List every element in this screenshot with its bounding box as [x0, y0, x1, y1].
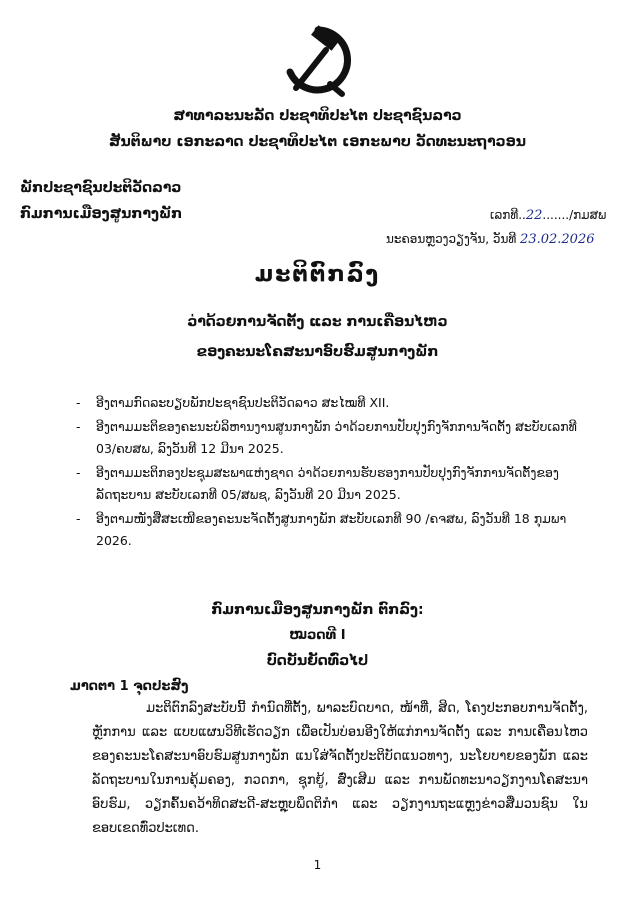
document-title: ມະຕິຕົກລົງ [254, 262, 381, 287]
decision-heading: ກົມການເມືອງສູນກາງພັກ ຕົກລົງ: [211, 602, 424, 618]
place-and-date [386, 232, 594, 247]
issuer-party: ພັກປະຊາຊົນປະຕິວັດລາວ [20, 180, 182, 196]
document-number-suffix: /ກມສພ [569, 208, 607, 222]
legal-basis-list [76, 392, 596, 554]
page-number: 1 [313, 858, 322, 872]
legal-basis-item: - ອີງຕາມມະຕິຂອງຄະນະບໍລິຫານງານສູນກາງພັກ ວ່າດ້ວຍການປັບປຸງກົງຈັກການຈັດຕັ້ງ ສະບັບເລກທີ 03/ຄບສພ, ລົງວັນທີ 12 ມີນາ 2025. [76, 419, 577, 456]
place-prefix: ນະຄອນຫຼວງວຽງຈັນ, ວັນທີ [386, 232, 517, 246]
legal-basis-item: - ອີງຕາມກົດລະບຽບພັກປະຊາຊົນປະຕິວັດລາວ ສະໄໝທີ XII. [76, 395, 390, 410]
issue-date: 23.02.2026 [520, 232, 595, 247]
article-heading: ມາດຕາ 1 ຈຸດປະສົງ [70, 679, 189, 694]
legal-basis-item: - ອີງຕາມມະຕິກອງປະຊຸມສະພາແຫ່ງຊາດ ວ່າດ້ວຍການຮັບຮອງການປັບປຸງກົງຈັກການຈັດຕັ້ງຂອງລັດຖະບານ ສະບັບເລກທີ 05/ສພຊ, ລົງວັນທີ 20 ມີນາ 2025. [76, 465, 559, 502]
document-subtitle-line1: ວ່າດ້ວຍການຈັດຕັ້ງ ແລະ ການເຄື່ອນໄຫວ [187, 314, 448, 330]
hammer-and-sickle-icon [270, 20, 360, 100]
state-name: ສາທາລະນະລັດ ປະຊາທິປະໄຕ ປະຊາຊົນລາວ [173, 108, 462, 124]
document-subtitle-line2: ຂອງຄະນະໂຄສະນາອົບຮົມສູນກາງພັກ [196, 344, 439, 360]
document-number-prefix: ເລກທີ [490, 208, 519, 222]
article-body: ມະຕິຕົກລົງສະບັບນີ້ ກໍານົດທີ່ຕັ້ງ, ພາລະບົດບາດ, ໜ້າທີ່, ສິດ, ໂຄງປະກອບການຈັດຕັ້ງ, ຫຼັກການ ແລະ ແບບແຜນວິທີເຮັດວຽກ ເພື່ອເປັນບ່ອນອີງໃຫ້ແກ່ການຈັດຕັ້ງ ແລະ ການເຄື່ອນໄຫວຂອງຄະນະໂຄສະນາອົບຮົມສູນກາງພັກ ແນໃສ່ຈັດຕັ້ງປະຕິບັດແນວທາງ, ນະໂຍບາຍຂອງພັກ ແລະ ລັດຖະບານໃນການຄຸ້ມຄອງ, ກວດກາ, ຊຸກຍູ້, ສົ່ງເສີມ ແລະ ການພັດທະນາວຽກງານໂຄສະນາອົບຮົມ, ວຽກຄົ້ນຄວ້າທິດສະດີ-ສະຫຼຸບພຶດຕິກໍາ ແລະ ວຽກງານຖະແຫຼງຂ່າວສື່ມວນຊົນ ໃນຂອບເຂດທົ່ວປະເທດ. [92, 701, 588, 836]
issuer-body: ກົມການເມືອງສູນກາງພັກ [20, 206, 183, 222]
legal-basis-item: - ອີງຕາມໜັງສືສະເໜີຂອງຄະນະຈັດຕັ້ງສູນກາງພັກ ສະບັບເລກທີ 90 /ຄຈສພ, ລົງວັນທີ 18 ກຸມພາ 2026. [76, 511, 567, 548]
chapter-number: ໝວດທີ I [289, 628, 346, 643]
document-number-value: 22 [525, 208, 543, 223]
document-number: ເລກທີ..22......./ກມສພ [490, 208, 607, 223]
chapter-title: ບົດບັນຍັດທົ່ວໄປ [266, 653, 369, 669]
state-motto: ສັນຕິພາບ ເອກະລາດ ປະຊາທິປະໄຕ ເອກະພາບ ວັດທະນະຖາວອນ [108, 134, 527, 150]
